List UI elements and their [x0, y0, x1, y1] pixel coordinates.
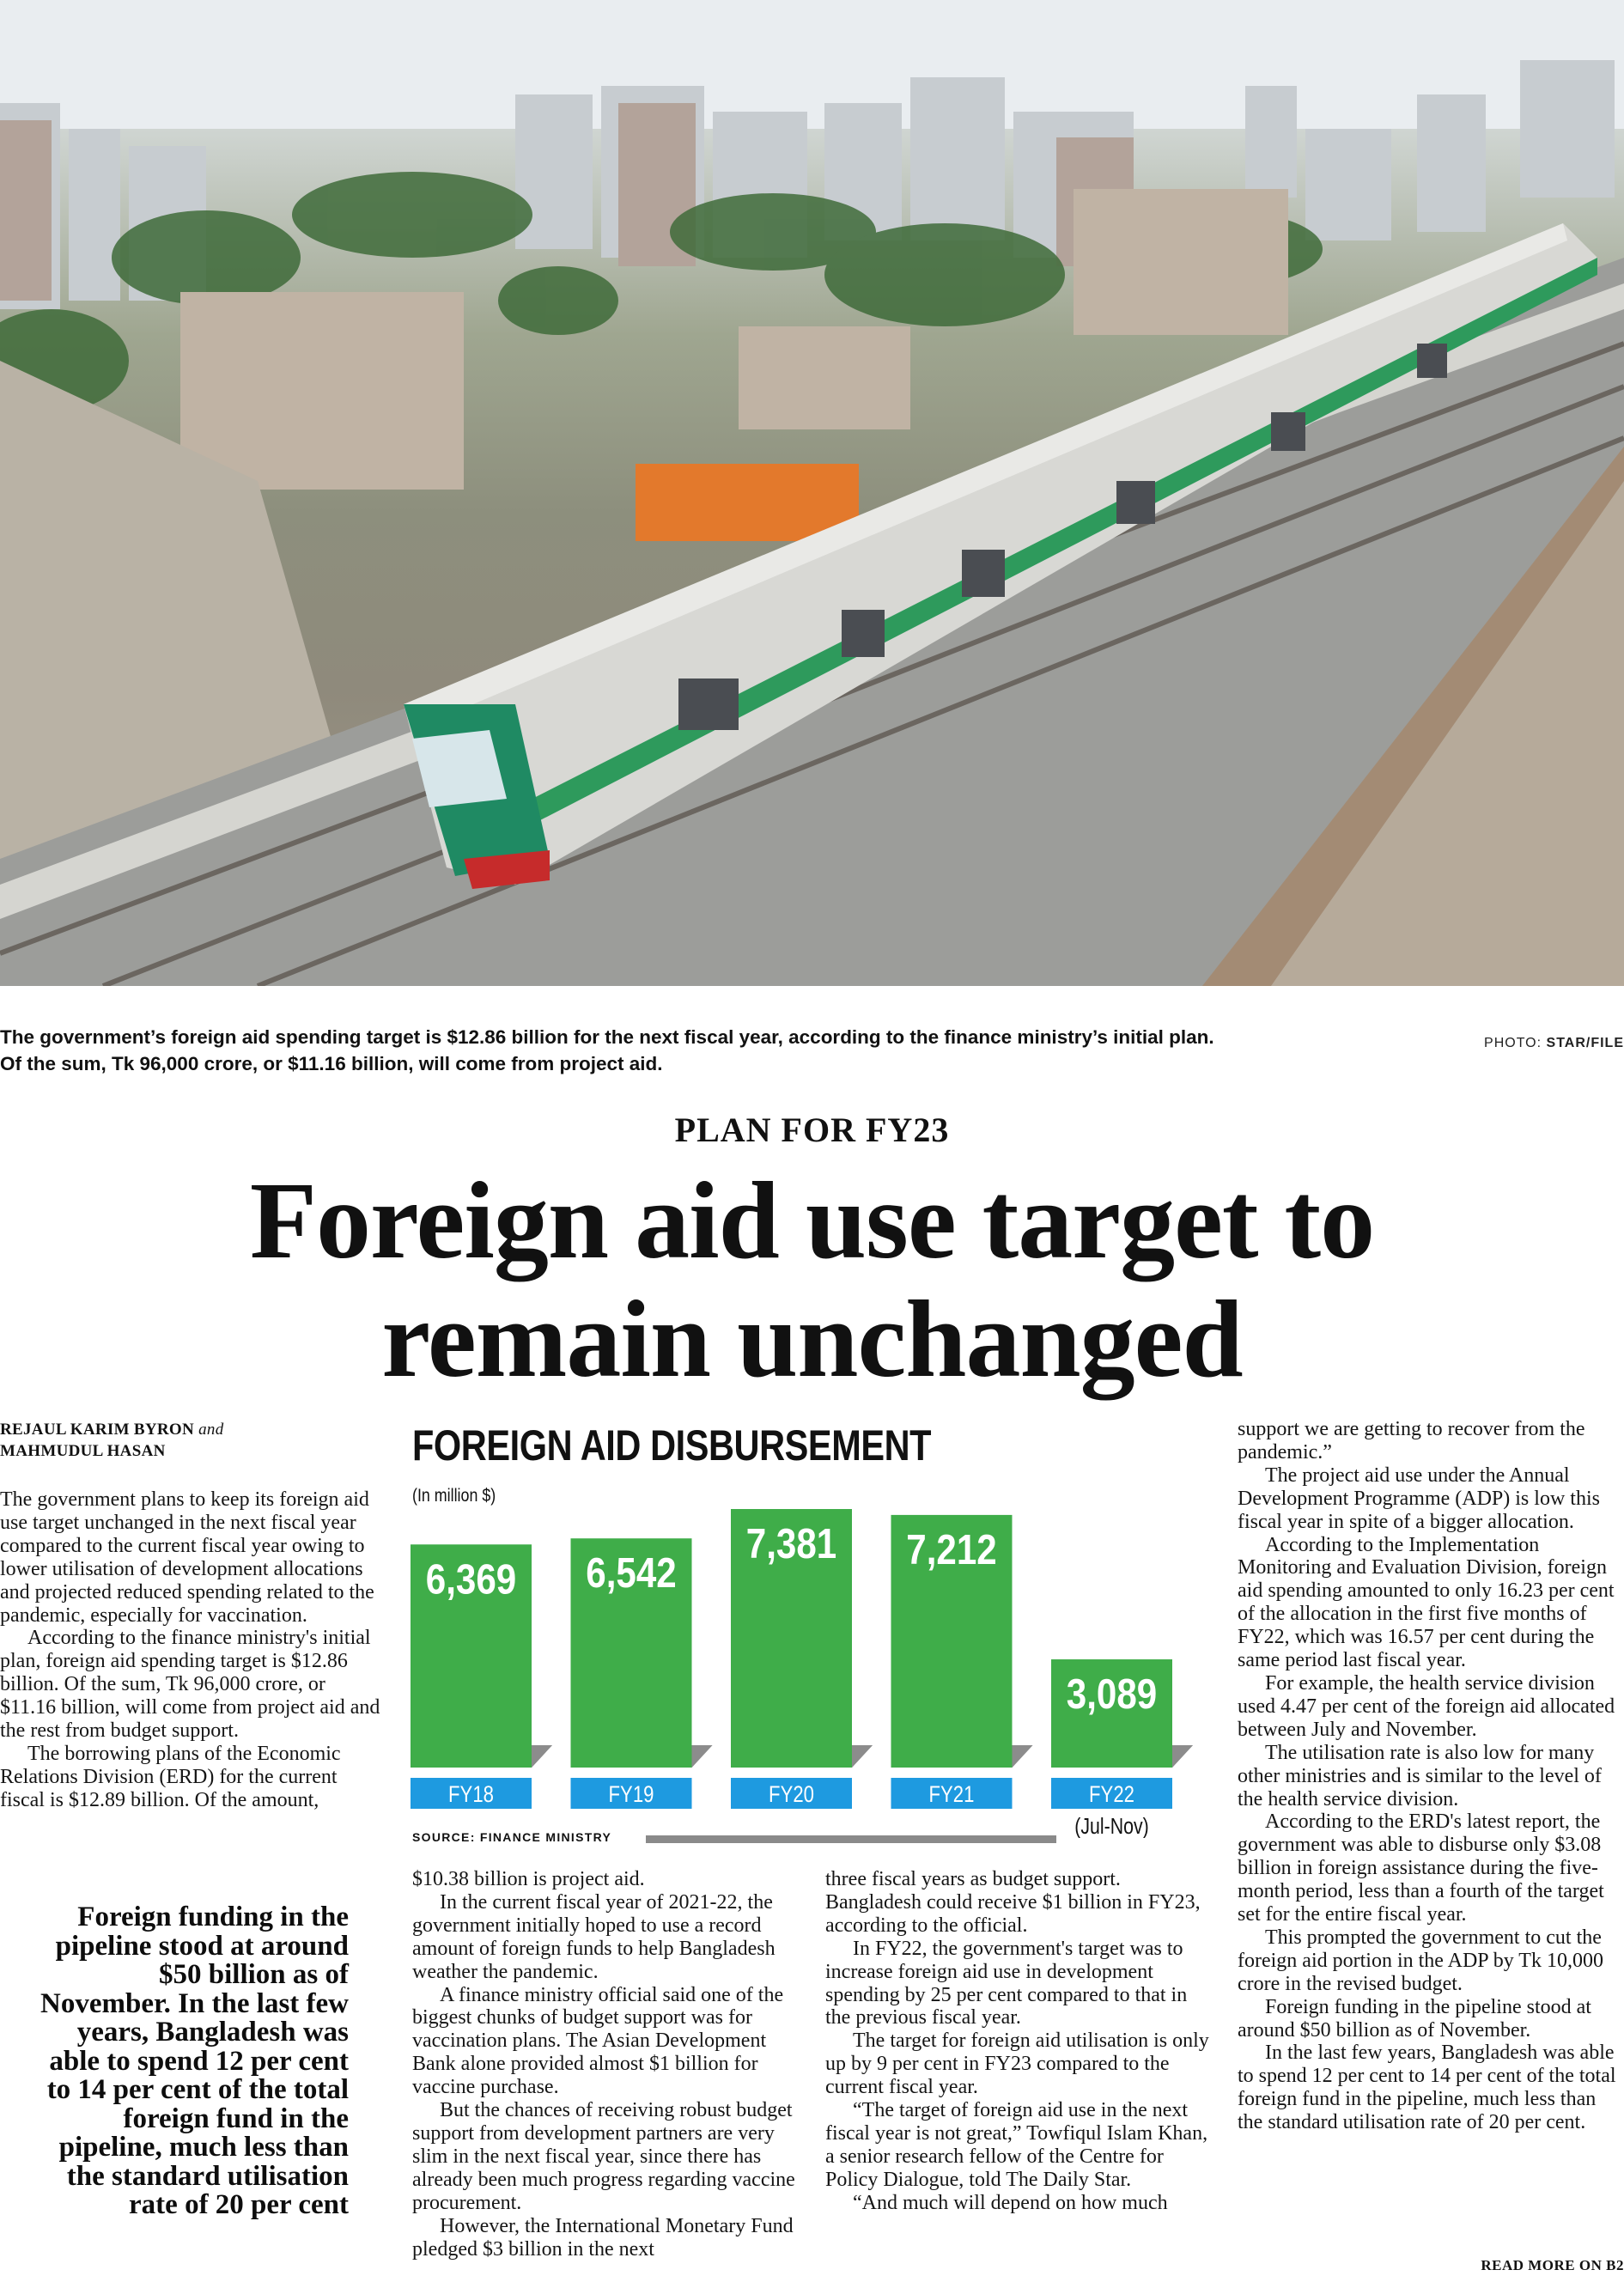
photo-credit	[1484, 1036, 1624, 1051]
chart-unit-label: (In million $)	[412, 1486, 496, 1506]
paragraph: The government plans to keep its foreign aid use target unchanged in the next fiscal year compared to the current fiscal year owing to lower utilisation of development allocations and projected reduced spending related to the pandemic, especially for vaccination.	[0, 1488, 374, 1627]
paragraph: Foreign funding in the pipeline stood at around $50 billion as of November.	[1238, 1995, 1591, 2042]
paragraph: “The target of foreign aid use in the next fiscal year is not great,” Towfiqul Islam Khan, a senior research fellow of the Centre for Policy Dialogue, told The Daily Star.	[825, 2099, 1208, 2191]
body-column-2	[412, 1868, 799, 2261]
caption-line-1: The government’s foreign aid spending target is $12.86 billion for the next fiscal year, according to the finance ministry’s initial plan.	[0, 1026, 1214, 1048]
paragraph: In FY22, the government's target was to increase foreign aid use in development spending by 25 per cent compared to that in the previous fiscal year.	[825, 1937, 1188, 2029]
data-label: 7,212	[906, 1525, 997, 1573]
metro-rail-photo	[0, 0, 1624, 986]
paragraph: The target for foreign aid utilisation is only up by 9 per cent in FY23 compared to the current fiscal year.	[825, 2029, 1209, 2099]
paragraph: But the chances of receiving robust budget support from development partners are very slim in the next fiscal year, since there has already been much progress regarding vaccine procurement.	[412, 2099, 795, 2214]
paragraph: support we are getting to recover from the pandemic.”	[1238, 1418, 1585, 1464]
paragraph: However, the International Monetary Fund pledged $3 billion in the next	[412, 2214, 794, 2261]
source-divider	[646, 1835, 1056, 1843]
headline-line-2: remain unchanged	[381, 1278, 1243, 1400]
data-label: 6,542	[586, 1549, 677, 1597]
paragraph: $10.38 billion is project aid.	[412, 1868, 645, 1890]
pull-quote: Foreign funding in the pipeline stood at around $50 billion as of November. In the last few years, Bangladesh was able to spend 12 per cent to 14 per cent of the total foreign fund in the pipeline, much less than the standard utilisation rate of 20 per cent	[40, 1902, 349, 2220]
paragraph: This prompted the government to cut the foreign aid portion in the ADP by Tk 10,000 crore in the revised budget.	[1238, 1926, 1603, 1995]
bar-chart	[404, 1494, 1228, 1838]
paragraph: “And much will depend on how much	[853, 2191, 1168, 2214]
paragraph: In the last few years, Bangladesh was able to spend 12 per cent to 14 per cent of the total foreign fund in the pipeline, much less than the standard utilisation rate of 20 per cent.	[1238, 2042, 1616, 2134]
photo-credit-prefix: PHOTO:	[1484, 1036, 1542, 1050]
headline-line-1: Foreign aid use target to	[249, 1159, 1375, 1281]
paragraph: The project aid use under the Annual Development Programme (ADP) is low this fiscal year in spite of a bigger allocation.	[1238, 1464, 1600, 1533]
read-more-link[interactable]: READ MORE ON B2	[1481, 2257, 1624, 2273]
category-note: (Jul-Nov)	[1074, 1814, 1149, 1838]
paragraph: The borrowing plans of the Economic Relations Division (ERD) for the current fiscal is $12.89 billion. Of the amount,	[0, 1742, 341, 1811]
paragraph: According to the ERD's latest report, the government was able to disburse only $3.08 billion in foreign assistance during the five-month period, less than a fourth of the target set for the entire fiscal year.	[1238, 1810, 1604, 1926]
author-2: MAHMUDUL HASAN	[0, 1442, 166, 1460]
byline-and: and	[198, 1421, 224, 1439]
data-label: 3,089	[1066, 1670, 1158, 1718]
paragraph: A finance ministry official said one of the biggest chunks of budget support was for vaccination plans. The Asian Development Bank alone provided almost $1 billion for vaccine purchase.	[412, 1983, 784, 2099]
paragraph: For example, the health service division used 4.47 per cent of the foreign aid allocated between July and November.	[1238, 1671, 1615, 1741]
paragraph: three fiscal years as budget support. Bangladesh could receive $1 billion in FY23, according to the official.	[825, 1868, 1201, 1937]
body-column-3	[825, 1868, 1212, 2215]
chart-title: FOREIGN AID DISBURSEMENT	[412, 1421, 932, 1470]
paragraph: According to the finance ministry's initial plan, foreign aid spending target is $12.86 billion. Of the sum, Tk 96,000 crore, or $11.16 billion, will come from project aid and the rest from budget support.	[0, 1627, 380, 1743]
category-label: FY18	[448, 1782, 494, 1808]
photo-caption	[0, 1024, 1305, 1077]
paragraph: In the current fiscal year of 2021-22, the government initially hoped to use a record amount of foreign funds to help Bangladesh weather the pandemic.	[412, 1890, 776, 1983]
category-label: FY19	[608, 1782, 654, 1808]
body-column-1	[0, 1488, 383, 1812]
byline	[0, 1419, 224, 1462]
category-label: FY20	[769, 1782, 814, 1808]
photo-credit-source: STAR/FILE	[1546, 1036, 1624, 1050]
chart-source: SOURCE: FINANCE MINISTRY	[412, 1830, 612, 1844]
author-1: REJAUL KARIM BYRON	[0, 1421, 195, 1439]
headline	[0, 1161, 1624, 1398]
data-label: 6,369	[425, 1555, 517, 1603]
kicker: PLAN FOR FY23	[674, 1111, 950, 1149]
data-label: 7,381	[745, 1520, 837, 1567]
paragraph: The utilisation rate is also low for many other ministries and is similar to the level of the health service division.	[1238, 1741, 1602, 1810]
category-label: FY22	[1089, 1782, 1134, 1808]
metro-rail-illustration	[0, 0, 1624, 986]
paragraph: According to the Implementation Monitoring and Evaluation Division, foreign aid spending amounted to only 16.23 per cent of the allocation in the first five months of FY22, which was 16.57 per cent during the same period last fiscal year.	[1238, 1533, 1615, 1672]
body-column-4	[1238, 1418, 1624, 2134]
caption-line-2: Of the sum, Tk 96,000 crore, or $11.16 billion, will come from project aid.	[0, 1053, 663, 1074]
category-label: FY21	[928, 1782, 975, 1808]
